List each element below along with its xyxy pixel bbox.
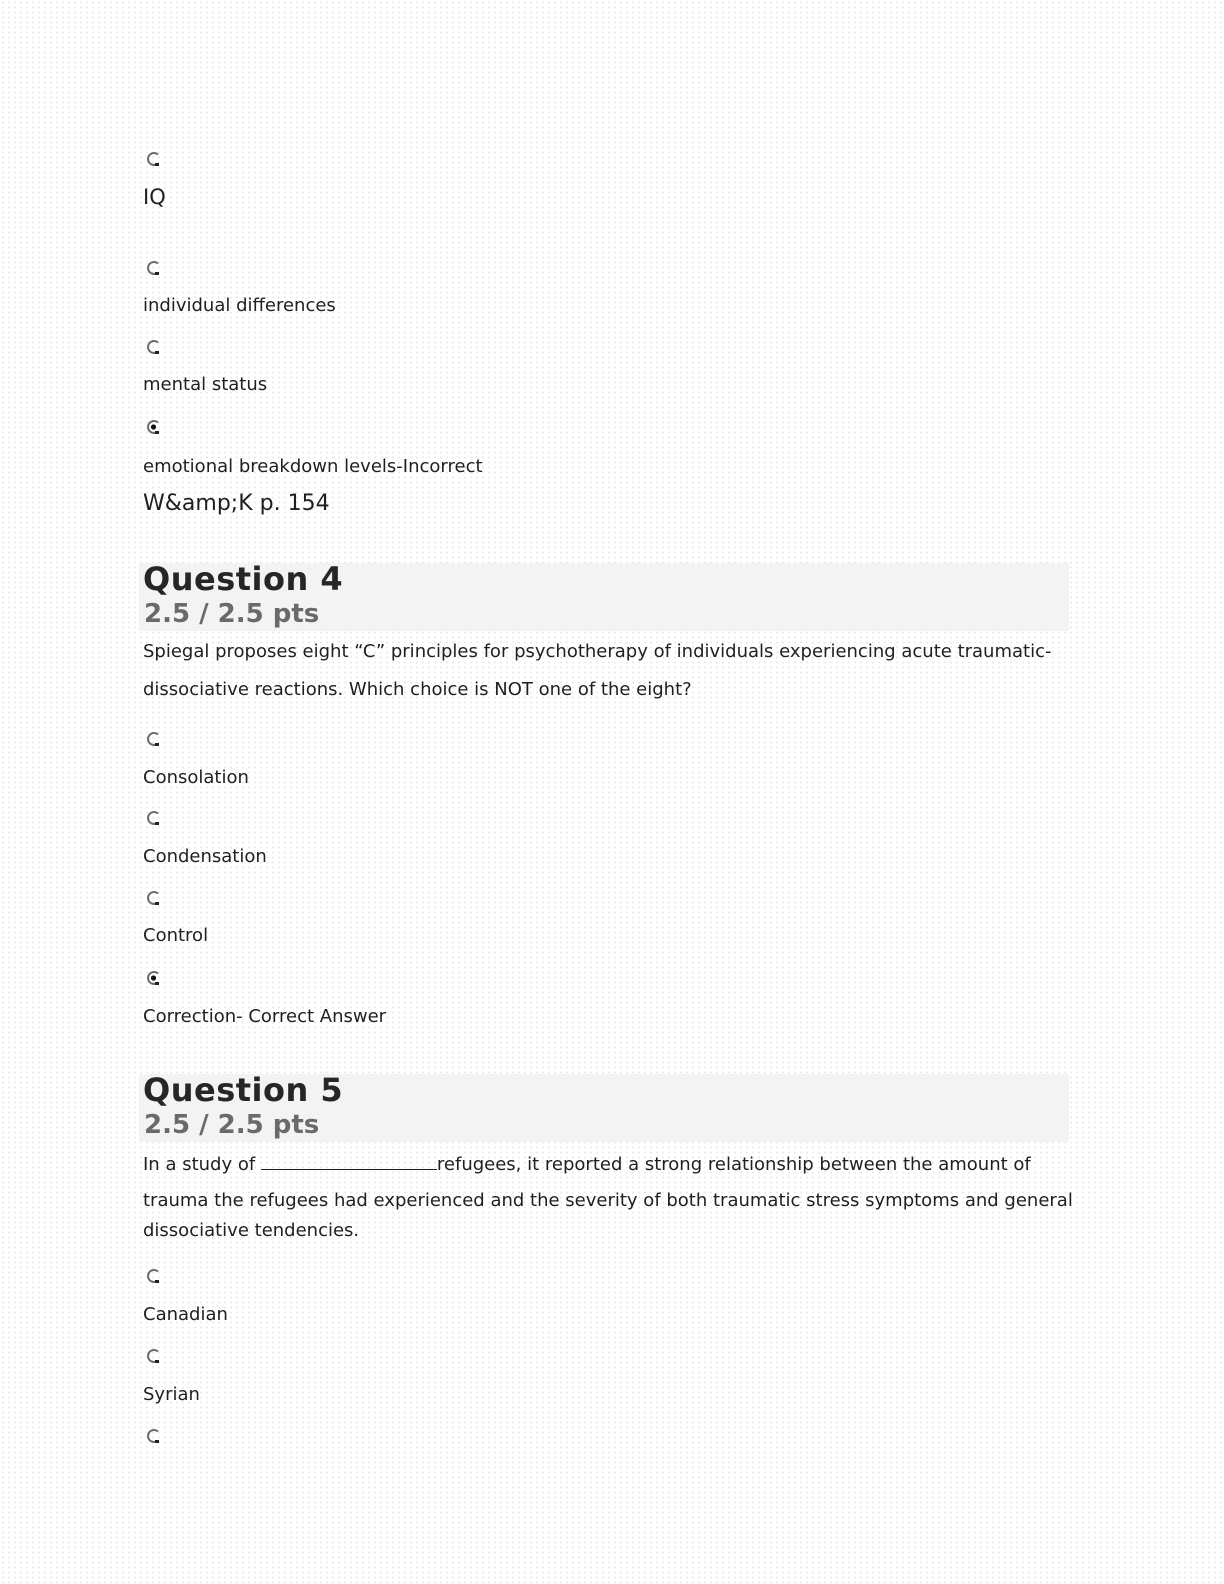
option-syrian: Syrian <box>143 1384 200 1405</box>
question-5-text-end: refugees, it reported a strong relationship between the amount of <box>436 1154 1031 1175</box>
question-5-text-line: trauma the refugees had experienced and the severity of both traumatic stress symptoms and general <box>143 1190 1073 1211</box>
option-emotional-breakdown: emotional breakdown levels-Incorrect <box>143 456 483 477</box>
option-mental-status: mental status <box>143 374 268 395</box>
page-reference: W&amp;K p. 154 <box>143 491 330 516</box>
question-4-text-line: Spiegal proposes eight “C” principles for psychotherapy of individuals experiencing acute traumatic- <box>143 641 1052 662</box>
radio-unselected-icon[interactable] <box>146 151 162 167</box>
question-5-points: 2.5 / 2.5 pts <box>144 1110 320 1140</box>
radio-unselected-icon[interactable] <box>146 260 162 276</box>
fill-in-blank <box>261 1153 437 1170</box>
option-canadian: Canadian <box>143 1304 228 1325</box>
radio-unselected-icon[interactable] <box>146 890 162 906</box>
radio-unselected-icon[interactable] <box>146 810 162 826</box>
question-5-header <box>139 1071 1069 1142</box>
question-5-title: Question 5 <box>143 1071 344 1109</box>
radio-unselected-icon[interactable] <box>146 1428 162 1444</box>
radio-unselected-icon[interactable] <box>146 339 162 355</box>
option-iq: IQ <box>143 185 166 209</box>
radio-unselected-icon[interactable] <box>146 1268 162 1284</box>
question-5-text-line: dissociative tendencies. <box>143 1220 360 1241</box>
radio-selected-icon[interactable] <box>146 419 162 435</box>
question-4-text-line: dissociative reactions. Which choice is NOT one of the eight? <box>143 679 692 700</box>
question-5-text-line <box>143 1153 1031 1175</box>
option-consolation: Consolation <box>143 767 249 788</box>
question-4-header <box>139 560 1069 631</box>
radio-selected-icon[interactable] <box>146 970 162 986</box>
question-5-text-start: In a study of <box>143 1154 261 1175</box>
radio-unselected-icon[interactable] <box>146 731 162 747</box>
option-individual-differences: individual differences <box>143 295 336 316</box>
option-condensation: Condensation <box>143 846 267 867</box>
option-correction: Correction- Correct Answer <box>143 1006 387 1027</box>
radio-unselected-icon[interactable] <box>146 1348 162 1364</box>
option-control: Control <box>143 925 209 946</box>
question-4-title: Question 4 <box>143 560 344 598</box>
question-4-points: 2.5 / 2.5 pts <box>144 599 320 629</box>
